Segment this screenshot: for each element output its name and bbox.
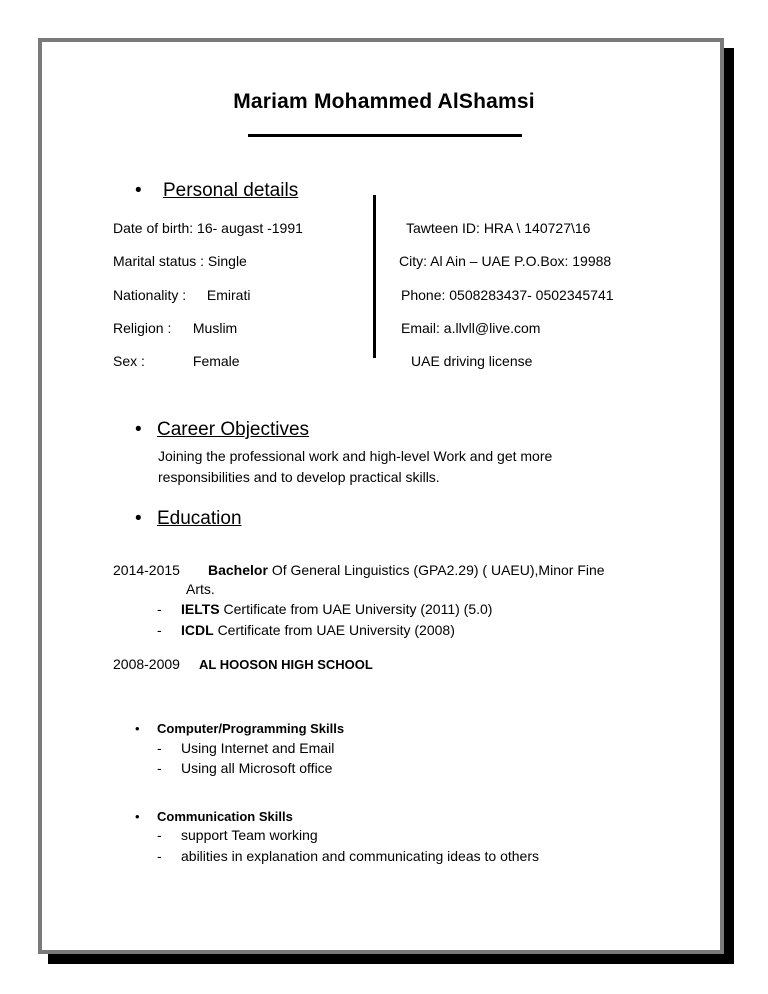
marital-value: Single xyxy=(207,253,247,269)
sex-label: Sex : xyxy=(113,353,145,369)
bullet-icon: • xyxy=(135,721,140,736)
skill-communication-item-text: abilities in explanation and communicating ideas to others xyxy=(181,848,539,864)
driving-license: UAE driving license xyxy=(411,353,533,369)
skill-computer-item xyxy=(157,760,332,776)
education-title: Education xyxy=(157,508,242,529)
bullet-icon: • xyxy=(135,419,142,440)
personal-details-title: Personal details xyxy=(163,180,299,201)
career-objectives-text: Joining the professional work and high-level Work and get more responsibilities and to develop practical skills. xyxy=(158,448,553,485)
skill-communication-title: Communication Skills xyxy=(157,809,293,824)
nationality-value: Emirati xyxy=(206,287,251,303)
dob-value: 16- augast -1991 xyxy=(197,220,303,236)
dash-icon: - xyxy=(157,601,162,617)
cert-ielts-name: IELTS xyxy=(181,601,220,617)
religion-row xyxy=(113,320,237,336)
dash-icon: - xyxy=(157,622,162,638)
city-pobox: City: Al Ain – UAE P.O.Box: 19988 xyxy=(399,253,612,269)
school-entry xyxy=(113,656,373,672)
dash-icon: - xyxy=(157,848,162,864)
nationality-label: Nationality : xyxy=(113,287,187,303)
school-years: 2008-2009 xyxy=(113,656,180,672)
email: Email: a.llvll@live.com xyxy=(401,320,541,336)
marital-label: Marital status : xyxy=(113,253,205,269)
skill-communication-item-text: support Team working xyxy=(181,827,318,843)
column-divider xyxy=(373,195,376,358)
phone: Phone: 0508283437- 0502345741 xyxy=(401,287,614,303)
bachelor-years: 2014-2015 xyxy=(113,562,180,578)
skill-communication-heading xyxy=(135,809,293,824)
bullet-icon: • xyxy=(135,809,140,824)
skill-communication-item xyxy=(157,848,539,864)
bachelor-text: Of General Linguistics (GPA2.29) ( UAEU),Minor Fine xyxy=(271,562,605,578)
personal-details-heading xyxy=(135,180,298,202)
dob-row xyxy=(113,220,303,236)
skill-computer-item xyxy=(157,740,334,756)
skill-computer-item-text: Using Internet and Email xyxy=(181,740,335,756)
dash-icon: - xyxy=(157,760,162,776)
dash-icon: - xyxy=(157,827,162,843)
marital-row xyxy=(113,253,247,269)
cert-icdl xyxy=(157,622,455,638)
tawteen-id: Tawteen ID: HRA \ 140727\16 xyxy=(406,220,591,236)
bachelor-degree: Bachelor xyxy=(208,562,268,578)
skill-communication-item xyxy=(157,827,318,843)
bullet-icon: • xyxy=(135,508,142,529)
religion-value: Muslim xyxy=(192,320,238,336)
cert-ielts-text: Certificate from UAE University (2011) (5.0) xyxy=(223,601,493,617)
cert-icdl-text: Certificate from UAE University (2008) xyxy=(217,622,455,638)
career-objectives-title: Career Objectives xyxy=(157,419,310,440)
sex-value: Female xyxy=(192,353,240,369)
religion-label: Religion : xyxy=(113,320,172,336)
skill-computer-title: Computer/Programming Skills xyxy=(157,721,345,736)
skill-computer-item-text: Using all Microsoft office xyxy=(181,760,333,776)
cert-icdl-name: ICDL xyxy=(181,622,214,638)
bullet-icon: • xyxy=(135,180,142,201)
bachelor-cont: Arts. xyxy=(186,581,215,597)
education-heading xyxy=(135,508,242,530)
school-name: AL HOOSON HIGH SCHOOL xyxy=(199,657,373,672)
nationality-row xyxy=(113,287,250,303)
dash-icon: - xyxy=(157,740,162,756)
resume-name: Mariam Mohammed AlShamsi xyxy=(233,90,535,113)
skill-computer-heading xyxy=(135,721,344,736)
cert-ielts xyxy=(157,601,492,617)
title-underline xyxy=(248,134,522,137)
career-objectives-heading xyxy=(135,419,309,441)
bachelor-entry xyxy=(113,562,605,578)
sex-row xyxy=(113,353,240,369)
dob-label: Date of birth: xyxy=(113,220,194,236)
